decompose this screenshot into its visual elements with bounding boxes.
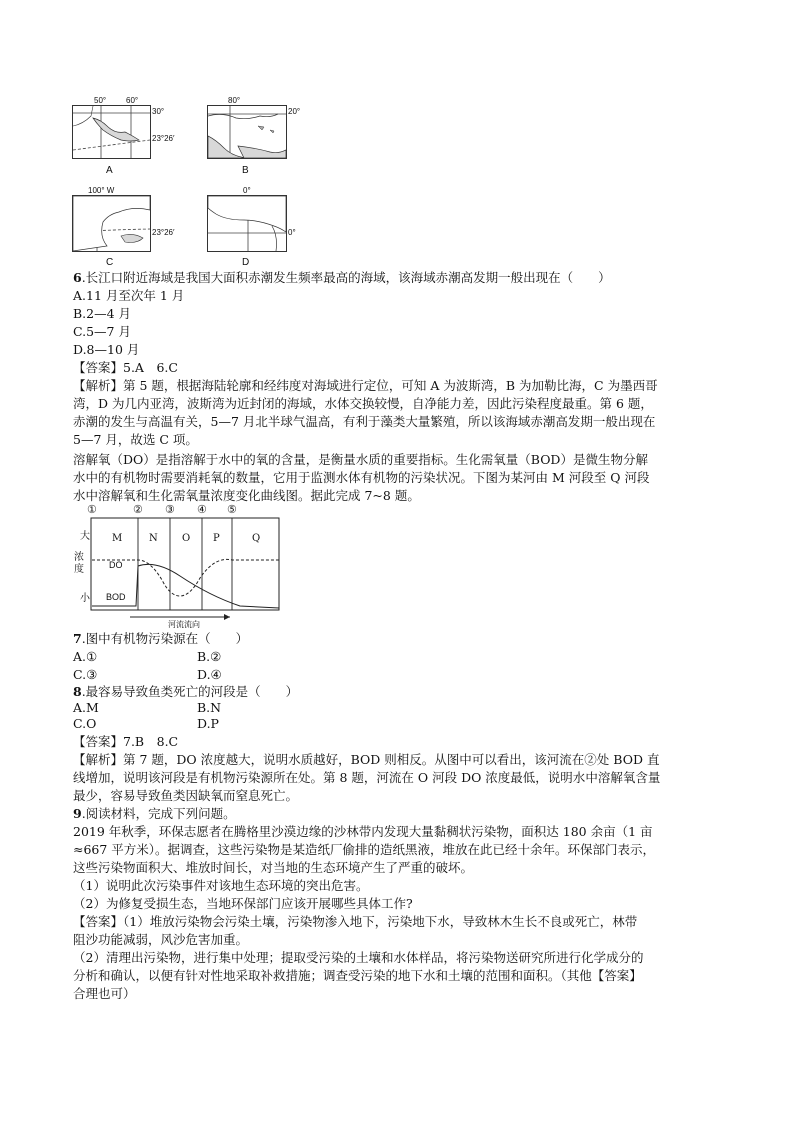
question-7-number: 7: [73, 631, 82, 646]
map-a-lat-label-1: 30°: [152, 107, 165, 116]
map-a-caption: A: [106, 165, 113, 176]
flow-direction-label: 河流流向: [168, 620, 200, 629]
map-c-lat-label: 23°26′: [152, 228, 175, 237]
answer-7-8: 【答案】7.B 8.C: [73, 734, 179, 749]
bod-curve-label: BOD: [106, 592, 126, 602]
map-d-caption: D: [242, 257, 250, 268]
q6-option-b: B.2—4 月: [73, 306, 132, 321]
question-8-text: .最容易导致鱼类死亡的河段是（ ）: [81, 684, 299, 699]
map-a-lon-label-1: 50°: [94, 96, 107, 105]
point-label-4: ④: [197, 503, 207, 516]
analysis-5-6-line-1: 【解析】第 5 题，根据海陆轮廓和经纬度对海域进行定位，可知 A 为波斯湾，B 为加勒比海，C 为墨西哥: [73, 378, 658, 393]
map-a: [72, 105, 151, 159]
q9-material-line-2: ≈667 平方米）。据调查，这些污染物是某造纸厂偷排的造纸黑液，堆放在此已经十余年。环保部门表示，: [73, 842, 656, 857]
question-7-text: .图中有机物污染源在（ ）: [81, 631, 249, 646]
q9-material-line-3: 这些污染物面积大、堆放时间长，对当地的生态环境产生了严重的破坏。: [73, 860, 474, 875]
q9-subquestion-2: （2）为修复受损生态，当地环保部门应该开展哪些具体工作?: [73, 896, 413, 911]
q9-answer-line-2: 阻沙功能减弱，风沙危害加重。: [73, 932, 249, 947]
map-b-lat-label: 20°: [288, 107, 301, 116]
y-axis-title: 浓 度: [74, 552, 84, 575]
q8-option-b: B.N: [197, 700, 222, 715]
q9-answer-line-3: （2）清理出污染物，进行集中处理；提取受污染的土壤和水体样品，将污染物送研究所进行化学成分的: [73, 950, 644, 965]
point-label-3: ③: [165, 503, 175, 516]
map-b-lon-label: 80°: [228, 96, 241, 105]
map-d-lon-label: 0°: [243, 186, 251, 195]
y-axis-bottom-label: 小: [80, 593, 90, 604]
map-c-lon-label: 100° W: [88, 186, 115, 195]
analysis-7-8-line-2: 线增加，说明该河段是有机物污染源所在处。第 8 题，河流在 O 河段 DO 浓度最低，说明水中溶解氧含量: [73, 770, 661, 785]
point-label-2: ②: [133, 503, 143, 516]
intro-7-8-line-2: 水中的有机物时需要消耗氧的数量，它用于监测水体有机物的污染状况。下图为某河由 M 河段至 Q 河段: [73, 470, 650, 485]
intro-7-8-line-3: 水中溶解氧和生化需氧量浓度变化曲线图。据此完成 7~8 题。: [73, 488, 420, 503]
q7-option-b: B.②: [197, 649, 222, 664]
q9-answer-line-5: 合理也可）: [73, 986, 136, 1001]
map-a-lon-label-2: 60°: [126, 96, 139, 105]
map-d: [207, 195, 287, 252]
q7-option-a: A.①: [73, 649, 98, 664]
q9-answer-line-4: 分析和确认，以便有针对性地采取补救措施；调查受污染的地下水和土壤的范围和面积。（其他【答案】: [73, 968, 642, 983]
segment-p: P: [213, 533, 220, 544]
q9-subquestion-1: （1）说明此次污染事件对该地生态环境的突出危害。: [73, 878, 369, 893]
question-6-text: .长江口附近海域是我国大面积赤潮发生频率最高的海域，该海域赤潮高发期一般出现在（ ）: [81, 270, 611, 285]
segment-o: O: [182, 533, 191, 544]
q9-answer-line-1: 【答案】（1）堆放污染物会污染土壤，污染物渗入地下，污染地下水，导致林木生长不良或死亡，林带: [73, 914, 638, 929]
question-8: [73, 683, 298, 700]
question-8-number: 8: [73, 684, 82, 699]
map-c: [72, 195, 151, 252]
y-axis-top-label: 大: [80, 531, 90, 542]
q6-option-d: D.8—10 月: [73, 342, 140, 357]
question-9-text: .阅读材料，完成下列问题。: [81, 806, 236, 821]
question-6: [73, 269, 611, 286]
map-c-caption: C: [106, 257, 114, 268]
q7-option-c: C.③: [73, 667, 98, 682]
question-9: [73, 805, 236, 822]
analysis-5-6-line-2: 湾，D 为几内亚湾，波斯湾为近封闭的海域，水体交换较慢，自净能力差，因此污染程度最重。第 6 题，: [73, 396, 653, 411]
analysis-5-6-line-4: 5—7 月，故选 C 项。: [73, 432, 198, 447]
q9-material-line-1: 2019 年秋季，环保志愿者在腾格里沙漠边缘的沙林带内发现大量黏稠状污染物，面积达 180 余亩（1 亩: [73, 824, 653, 839]
q8-option-d: D.P: [197, 716, 219, 731]
point-label-5: ⑤: [227, 503, 237, 516]
answer-5-6: 【答案】5.A 6.C: [73, 360, 178, 375]
segment-m: M: [112, 533, 123, 544]
segment-n: N: [149, 533, 158, 544]
intro-7-8-line-1: 溶解氧（DO）是指溶解于水中的氧的含量，是衡量水质的重要指标。生化需氧量（BOD）是微生物分解: [73, 452, 648, 467]
map-b-caption: B: [242, 165, 249, 176]
q7-option-d: D.④: [197, 667, 222, 682]
do-curve-label: DO: [109, 560, 123, 570]
map-b: [207, 105, 287, 159]
question-9-number: 9: [73, 806, 82, 821]
analysis-7-8-line-3: 最少，容易导致鱼类因缺氧而窒息死亡。: [73, 788, 299, 803]
q6-option-c: C.5—7 月: [73, 324, 131, 339]
map-a-lat-label-2: 23°26′: [152, 134, 175, 143]
question-7: [73, 630, 248, 647]
analysis-5-6-line-3: 赤潮的发生与高温有关，5—7 月北半球气温高，有利于藻类大量繁殖，所以该海域赤潮高发期一般出现在: [73, 414, 656, 429]
analysis-7-8-line-1: 【解析】第 7 题，DO 浓度越大，说明水质越好，BOD 则相反。从图中可以看出，该河流在②处 BOD 直: [73, 752, 660, 767]
q6-option-a: A.11 月至次年 1 月: [73, 288, 185, 303]
segment-q: Q: [252, 533, 261, 544]
q8-option-c: C.O: [73, 716, 97, 731]
map-d-lat-label: 0°: [288, 228, 296, 237]
question-6-number: 6: [73, 270, 82, 285]
q8-option-a: A.M: [73, 700, 99, 715]
point-label-1: ①: [87, 503, 97, 516]
